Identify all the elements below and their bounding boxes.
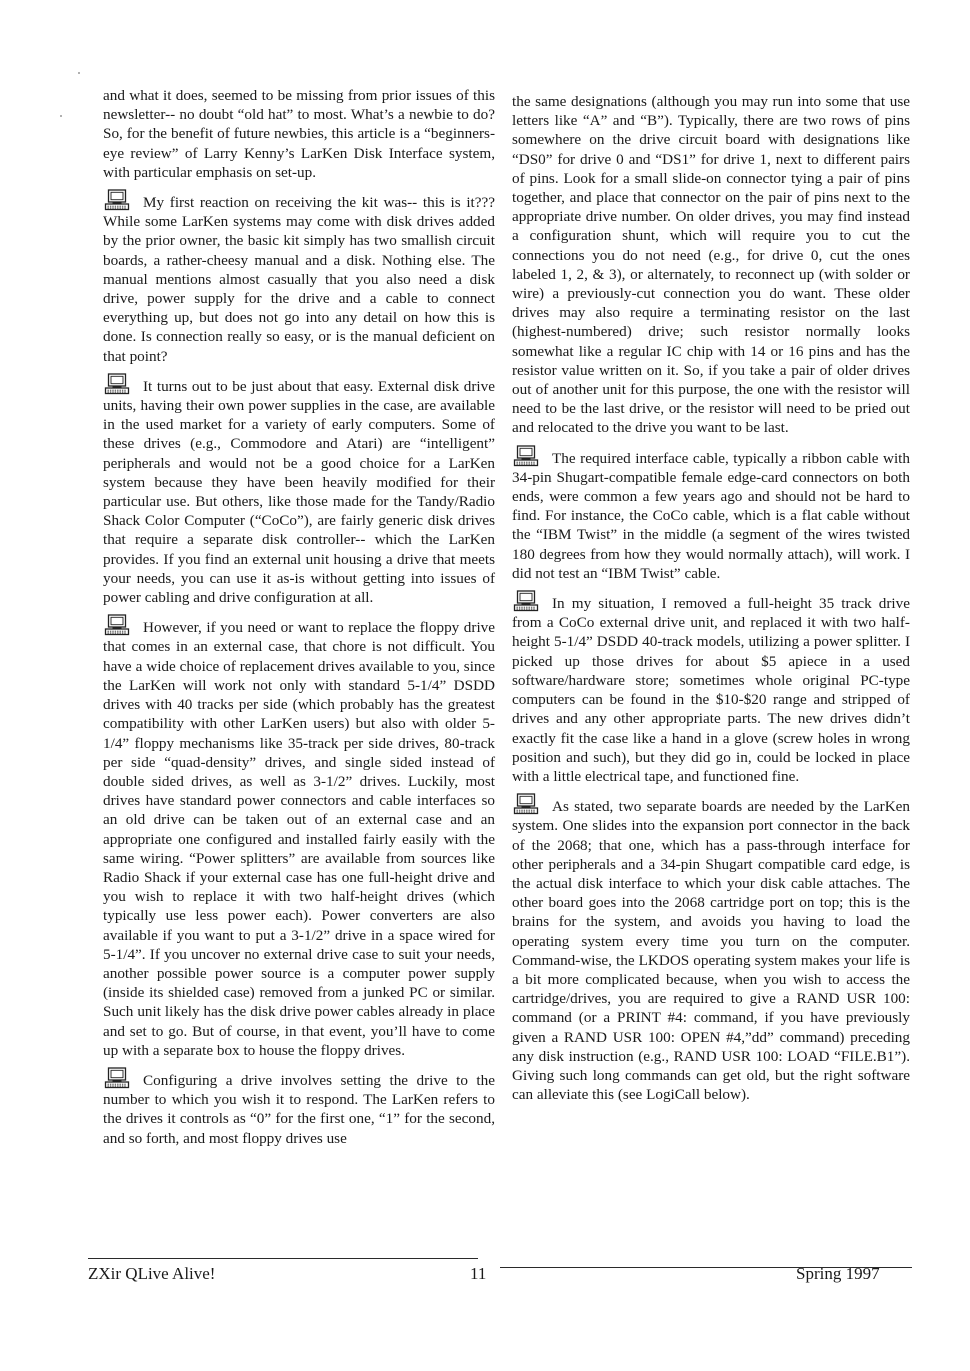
article-paragraph: As stated, two separate boards are needed by the LarKen system. One slides into the expansion port connector in the back of the 2068; that one, which has a pass-through interface for other peripherals and a 34-pin Shugart compatible card edge, is the actual disk interface to which your disk cable attaches. The other board goes into the 2068 cartridge port on top; this is the brains for the system, and avoids you having to load the operating system every time you turn on the computer. Command-wise, the LKDOS operating system makes your life is a bit more complicated because, when you wish to access the cartridge/drives, you are required to give a RAND USR 100: command (or a PRINT #4: command, if you have previously given a RAND USR 100: OPEN #4,”dd” command) preceding any disk instruction (e.g., RAND USR 100: LOAD “FILE.B1”). Giving such long commands can get old, but the right software can alleviate this (see LogiCall below).	[512, 793, 910, 1104]
article-paragraph: and what it does, seemed to be missing from prior issues of this newsletter-- no doubt “old hat” to most. What’s a newbie to do? So, for the benefit of future newbies, this article is a “beginners-eye review” of Larry Kenny’s LarKen Disk Interface system, with particular emphasis on set-up.	[103, 87, 495, 181]
computer-icon	[512, 590, 540, 612]
computer-icon	[103, 1067, 131, 1089]
computer-icon	[512, 793, 540, 815]
footer-issue: Spring 1997	[796, 1264, 880, 1283]
left-column	[103, 86, 495, 1155]
article-paragraph: In my situation, I removed a full-height 35 track drive from a CoCo external drive unit, and replaced it with two half-height 5-1/4” DSDD 40-track models, utilizing a power splitter. I picked up those drives for about $5 apiece in a used software/hardware store; sometimes whole original PC-type computers can be found in the $10-$20 range and stripped of drives and any other appropriate parts. The new drives didn’t exactly fit the case like a hand in a glove (screw holes in wrong position and such), but they did go in, could be locked in place with a little electrical tape, and functioned fine.	[512, 590, 910, 786]
footer-page-number: 11	[470, 1264, 487, 1283]
footer-rule-left	[88, 1258, 478, 1259]
article-paragraph: The required interface cable, typically a ribbon cable with 34-pin Shugart-compatible female edge-card connectors on both ends, were common a few years ago and should not be hard to find. For instance, the CoCo cable, which is a flat cable without the “IBM Twist” in the middle (a segment of the wires twisted 180 degrees from how they would normally attach), will work. I did not test an “IBM Twist” cable.	[512, 445, 910, 583]
article-paragraph: Configuring a drive involves setting the drive to the number to which you wish it to respond. The LarKen refers to the drives it controls as “0” for the first one, “1” for the second, and so forth, and most floppy drives use	[103, 1067, 495, 1148]
footer-publication: ZXir QLive Alive!	[88, 1264, 216, 1283]
article-paragraph: It turns out to be just about that easy. External disk drive units, having their own power supplies in the case, are available in the used market for a variety of early computers. Some of these drives (e.g., Commodore and Atari) are “intelligent” peripherals and would not be a good choice for a LarKen system because they have been heavily modified for their particular use. But others, like those made for the Tandy/Radio Shack Color Computer (“CoCo”), are fairly generic disk drives that require a separate disk controller-- which the LarKen provides. If you find an external unit housing a drive that meets your needs, you can use it as-is without getting into issues of power cabling and drive configuration at all.	[103, 373, 495, 607]
right-column	[512, 92, 910, 1111]
article-paragraph: However, if you need or want to replace the floppy drive that comes in an external case, that chore is not difficult. You have a wide choice of replacement drives available to you, since the LarKen will work not only with standard 5-1/4” DSDD drives with 40 tracks per side (which probably has the greatest compatibility with other LarKen users) but also with older 5-1/4” floppy mechanisms like 35-track per side drives, 80-track per side “quad-density” drives, and single sided instead of double sided drives, as well as 3-1/2” drives. Luckily, most drives have standard power connectors and cable interfaces so an old drive can be taken out of an external case and an appropriate one configured and installed fairly easily with the same wiring. “Power splitters” are available from sources like Radio Shack if your external case has one full-height drive and you wish to replace it with two half-height drives (which typically use less power each). Power converters are also available if you want to put a 3-1/2” drive in a space wired for 5-1/4”. If you uncover no external drive case to suit your needs, another possible power source is a computer power supply (inside its shielded case) removed from a junked PC or similar. Such unit likely has the disk drive power cables already in place and set to go. But of course, in that event, you’ll have to come up with a separate box to house the floppy drives.	[103, 614, 495, 1060]
article-paragraph: the same designations (although you may run into some that use letters like “A” and “B”). Typically, there are two rows of pins somewhere on the drive circuit board with designations like “DS0” for drive 0 and “DS1” for drive 1, next to different pairs of pins. Look for a small slide-on connector tying a pair of pins together, and place that connector on the pair of pins next to the appropriate drive number. On older drives, you may find instead a configuration shunt, which will require you to cut the connections you do not need (e.g., for drive 0, cut the ones labeled 1, 2, & 3), or alternately, to reconnect up (with solder or wire) a previously-cut connection you do want. These older drives may also require a terminating resistor on the last (highest-numbered) drive; such resistor normally looks somewhat like a regular IC chip with 14 or 16 pins and has the resistor value written on it. So, if you take a pair of older drives out of another unit for this purpose, the one with the resistor will need to be the last drive, or the resistor will need to be pried out and relocated to the drive you want to be last.	[512, 93, 910, 437]
computer-icon	[103, 373, 131, 395]
scan-speck	[60, 115, 62, 117]
article-paragraph: My first reaction on receiving the kit was-- this is it??? While some LarKen systems may come with disk drives added by the prior owner, the basic kit simply has two smallish circuit boards, a rather-cheesy manual and a disk. Nothing else. The manual mentions almost casually that you also need a disk drive, power supply for the drive and a cable to connect everything up, but does not go into any detail on how this is done. Is connection really so easy, or is the manual deficient on that point?	[103, 189, 495, 366]
computer-icon	[103, 614, 131, 636]
scan-speck	[78, 72, 80, 74]
computer-icon	[103, 189, 131, 211]
computer-icon	[512, 445, 540, 467]
